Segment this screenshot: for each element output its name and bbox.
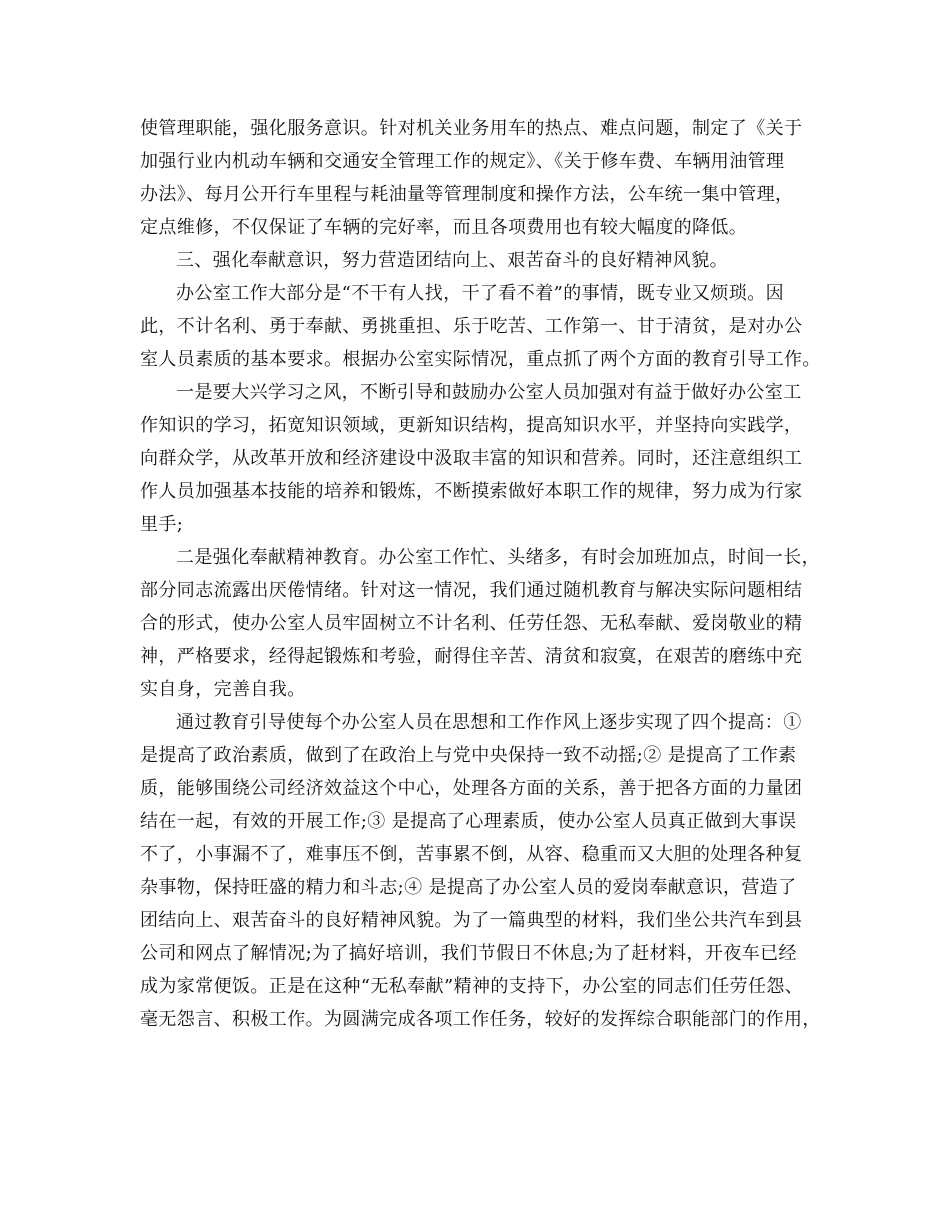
text-line: 公司和网点了解情况;为了搞好培训，我们节假日不休息;为了赶材料，开夜车已经 [140, 943, 797, 964]
text-line: 成为家常便饭。正是在这种“无私奉献”精神的支持下，办公室的同志们任劳任怨、 [140, 976, 804, 997]
document-body-text [140, 112, 824, 1036]
text-line: 杂事物，保持旺盛的精力和斗志;④ 是提高了办公室人员的爱岗奉献意识，营造了 [140, 877, 797, 898]
text-line: 合的形式，使办公室人员牢固树立不计名利、任劳任怨、无私奉献、爱岗敬业的精 [140, 613, 803, 634]
text-line: 办法》、每月公开行车里程与耗油量等管理制度和操作方法，公车统一集中管理， [140, 184, 794, 205]
text-line: 神，严格要求，经得起锻炼和考验，耐得住辛苦、清贫和寂寞，在艰苦的磨练中充 [140, 646, 803, 667]
text-line: 定点维修，不仅保证了车辆的完好率，而且各项费用也有较大幅度的降低。 [140, 217, 748, 238]
text-line: 质，能够围绕公司经济效益这个中心，处理各方面的关系，善于把各方面的力量团 [140, 778, 803, 799]
text-line: 团结向上、艰苦奋斗的良好精神风貌。为了一篇典型的材料，我们坐公共汽车到县 [140, 910, 803, 931]
text-line: 办公室工作大部分是“不干有人找，干了看不着”的事情，既专业又烦琐。因 [176, 283, 785, 304]
text-line: 作人员加强基本技能的培养和锻炼，不断摸索做好本职工作的规律，努力成为行家 [140, 481, 803, 502]
text-line: 是提高了政治素质，做到了在政治上与党中央保持一致不动摇;② 是提高了工作素 [140, 745, 797, 766]
text-line: 一是要大兴学习之风，不断引导和鼓励办公室人员加强对有益于做好办公室工 [176, 382, 802, 403]
text-line: 里手; [140, 514, 184, 535]
text-line: 室人员素质的基本要求。根据办公室实际情况，重点抓了两个方面的教育引导工作。 [140, 349, 821, 370]
text-line: 加强行业内机动车辆和交通安全管理工作的规定》、《关于修车费、车辆用油管理 [140, 151, 785, 172]
text-line: 向群众学，从改革开放和经济建设中汲取丰富的知识和营养。同时，还注意组织工 [140, 448, 803, 469]
text-line: 实自身，完善自我。 [140, 679, 306, 700]
text-line: 二是强化奉献精神教育。办公室工作忙、头绪多，有时会加班加点，时间一长， [176, 547, 820, 568]
text-line: 作知识的学习，拓宽知识领域，更新知识结构，提高知识水平，并坚持向实践学， [140, 415, 803, 436]
text-line: 三、强化奉献意识，努力营造团结向上、艰苦奋斗的良好精神风貌。 [176, 250, 728, 271]
text-line: 此，不计名利、勇于奉献、勇挑重担、乐于吃苦、工作第一、甘于清贫，是对办公 [140, 316, 803, 337]
text-line: 毫无怨言、积极工作。为圆满完成各项工作任务，较好的发挥综合职能部门的作用， [140, 1009, 821, 1030]
text-line: 通过教育引导使每个办公室人员在思想和工作作风上逐步实现了四个提高：① [176, 712, 802, 733]
text-line: 不了，小事漏不了，难事压不倒，苦事累不倒，从容、稳重而又大胆的处理各种复 [140, 844, 803, 865]
text-line: 部分同志流露出厌倦情绪。针对这一情况，我们通过随机教育与解决实际问题相结 [140, 580, 803, 601]
text-line: 使管理职能，强化服务意识。针对机关业务用车的热点、难点问题，制定了《关于 [140, 118, 803, 139]
text-line: 结在一起，有效的开展工作;③ 是提高了心理素质，使办公室人员真正做到大事误 [140, 811, 797, 832]
